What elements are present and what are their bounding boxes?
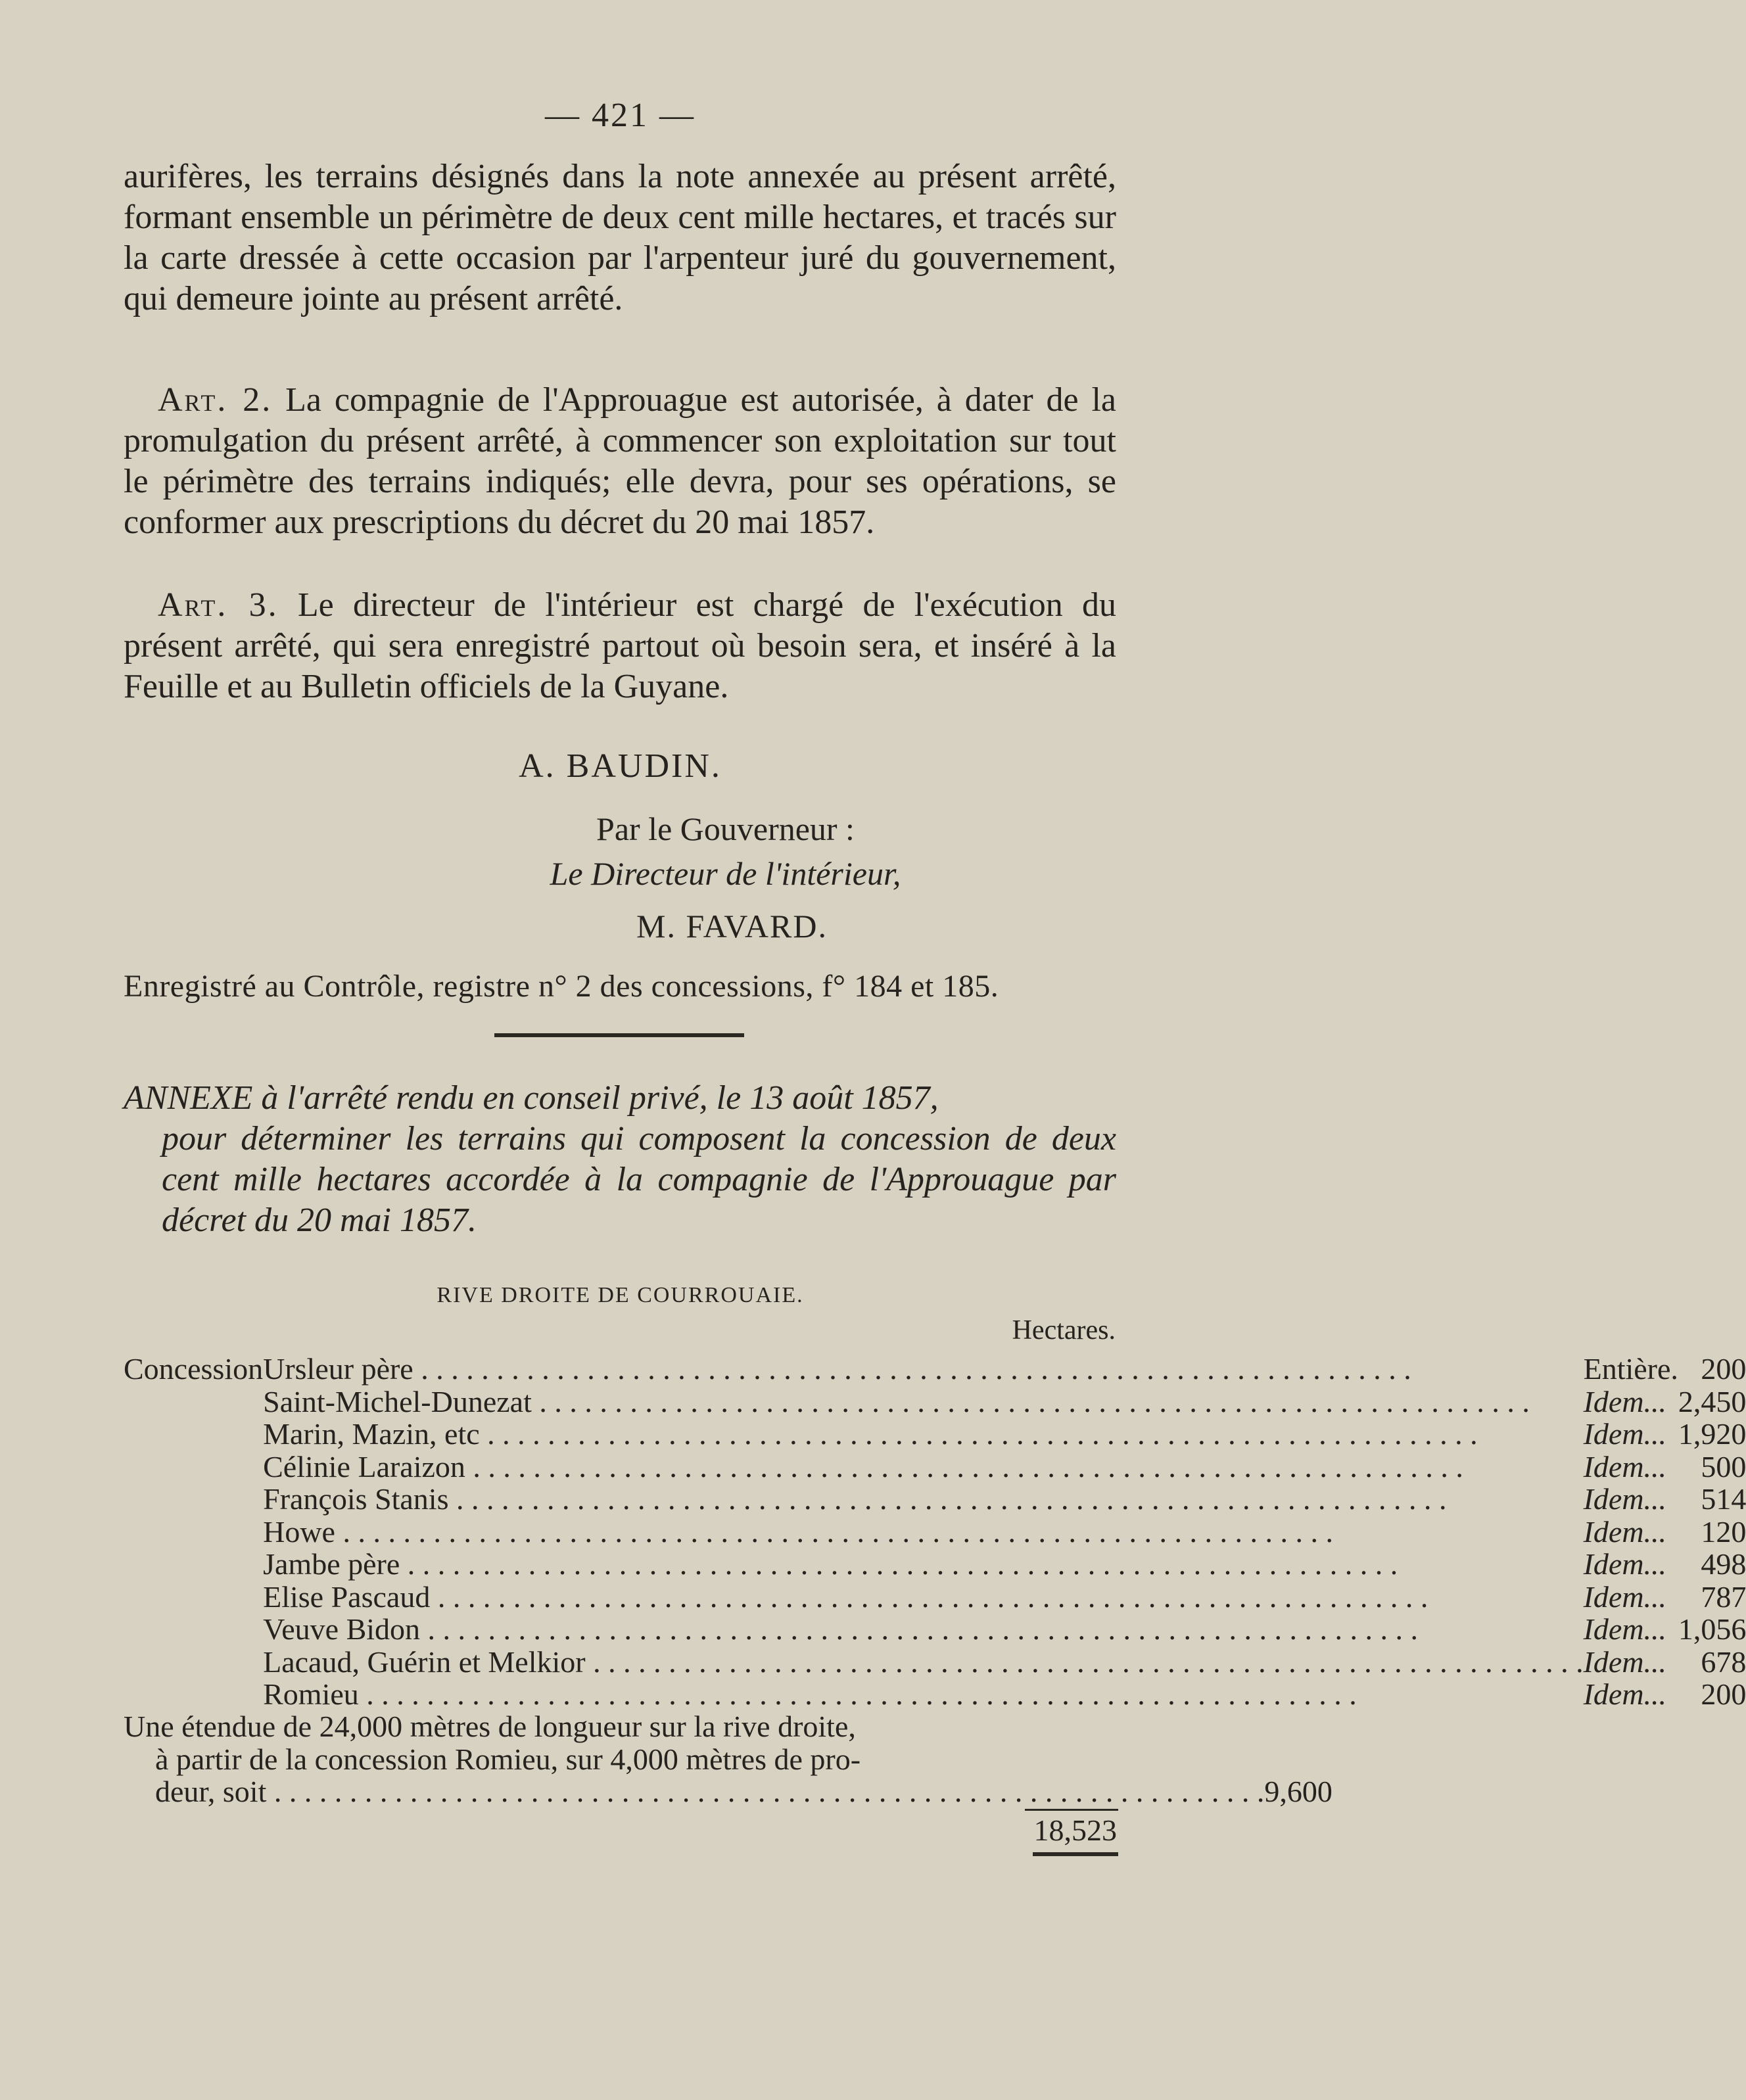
concession-name: Veuve Bidon . . . [263, 1612, 1418, 1646]
concession-status: Idem... [1583, 1612, 1667, 1646]
concession-name-cell [263, 1451, 1583, 1483]
concession-lead [124, 1483, 263, 1516]
concession-name: Célinie Laraizon . . . [263, 1450, 1463, 1483]
concession-hectares: 498 [1701, 1547, 1746, 1581]
total-underline [1025, 1809, 1118, 1811]
concession-lead [124, 1581, 263, 1614]
final-entry-hectares: 9,600 [1264, 1775, 1333, 1808]
concession-lead [124, 1548, 263, 1581]
separator-rule [494, 1033, 744, 1037]
concession-lead [124, 1451, 263, 1483]
final-entry-line-2: à partir de la concession Romieu, sur 4,000 mètres de pro- [155, 1742, 861, 1776]
concession-name: Howe . . . [263, 1515, 1333, 1549]
concession-hectares: 200 [1701, 1352, 1746, 1386]
concession-name-cell [263, 1483, 1583, 1516]
concession-name: Elise Pascaud . . . [263, 1580, 1428, 1614]
concession-hectares: 678 [1701, 1645, 1746, 1679]
concession-row [124, 1678, 1746, 1711]
concession-status: Idem... [1583, 1417, 1667, 1451]
concession-row [124, 1386, 1746, 1418]
concessions-table [124, 1353, 1746, 1711]
annex-line-1: ANNEXE à l'arrêté rendu en conseil privé, le 13 août 1857, [124, 1079, 939, 1117]
concession-lead [124, 1386, 263, 1418]
concession-hectares: 514 [1701, 1482, 1746, 1516]
concession-name-cell [263, 1548, 1583, 1581]
concession-row [124, 1451, 1746, 1483]
final-entry-line-3 [124, 1775, 1333, 1808]
section-title: RIVE DROITE DE COURROUAIE. [436, 1283, 804, 1307]
concession-status: Idem... [1583, 1514, 1667, 1549]
signature-role: Le Directeur de l'intérieur, [550, 855, 901, 892]
annex-heading [124, 1078, 1116, 1241]
registration-note: Enregistré au Contrôle, registre n° 2 des concessions, f° 184 et 185. [124, 969, 999, 1004]
concession-name: François Stanis . . . [263, 1482, 1446, 1516]
final-entry-line-1: Une étendue de 24,000 mètres de longueur sur la rive droite, [124, 1710, 856, 1743]
concession-status: Idem... [1583, 1677, 1667, 1711]
article-2-text: La compagnie de l'Approuague est autorisée, à dater de la promulgation du présent arrêté, à commencer son exploitation sur tout le périmètre des terrains indiqués; elle devra, pour ses opérations, se conformer aux prescriptions du décret du 20 mai 1857. [124, 381, 1116, 541]
concession-row [124, 1418, 1746, 1451]
concession-name-cell [263, 1678, 1583, 1711]
concession-lead [124, 1678, 263, 1711]
concession-lead [124, 1646, 263, 1679]
concession-name: Ursleur père . . . [263, 1352, 1411, 1386]
signature-director: M. FAVARD. [636, 908, 828, 945]
concession-row [124, 1581, 1746, 1614]
page-number: — 421 — [545, 97, 696, 134]
concession-status: Idem... [1583, 1482, 1667, 1516]
concession-lead [124, 1613, 263, 1646]
concession-status: Idem... [1583, 1384, 1667, 1418]
concession-row [124, 1483, 1746, 1516]
concession-status: Idem... [1583, 1645, 1667, 1679]
concession-row [124, 1353, 1746, 1386]
concession-name-cell [263, 1353, 1583, 1386]
concession-hectares: 200 [1701, 1677, 1746, 1711]
concession-lead [124, 1516, 263, 1549]
concession-name-cell [263, 1386, 1583, 1418]
concession-status: Idem... [1583, 1547, 1667, 1581]
final-entry [124, 1710, 1333, 1808]
concession-name-cell [263, 1581, 1583, 1614]
concession-hectares: 2,450 [1678, 1384, 1746, 1418]
concession-row [124, 1613, 1746, 1646]
concession-row [124, 1646, 1746, 1679]
final-entry-text: deur, soit [155, 1775, 267, 1808]
concession-status: Idem... [1583, 1579, 1667, 1614]
hectares-column-header: Hectares. [1012, 1315, 1116, 1345]
concession-row [124, 1516, 1746, 1549]
concession-name: Jambe père . . . [263, 1547, 1398, 1581]
annex-continuation: pour déterminer les terrains qui composent la concession de deux cent mille hectares accordée à la compagnie de l'Approuague par décret du 20 mai 1857. [162, 1120, 1116, 1239]
signature-par-le: Par le Gouverneur : [596, 810, 855, 847]
article-3 [124, 585, 1116, 707]
concession-hectares: 120 [1701, 1514, 1746, 1549]
total-hectares: 18,523 [1033, 1813, 1117, 1847]
concession-row [124, 1548, 1746, 1581]
concession-hectares: 787 [1701, 1579, 1746, 1614]
concession-name-cell [263, 1646, 1583, 1679]
article-3-text: Le directeur de l'intérieur est chargé de l'exécution du présent arrêté, qui sera enregistré partout où besoin sera, et inséré à la Feuille et au Bulletin officiels de la Guyane. [124, 586, 1117, 705]
final-entry-label [155, 1775, 1264, 1808]
signature-name: A. BAUDIN. [519, 747, 722, 785]
concession-lead: Concession [124, 1352, 264, 1386]
concession-name: Lacaud, Guérin et Melkior . . . [263, 1645, 1583, 1679]
paragraph-intro: aurifères, les terrains désignés dans la note annexée au présent arrêté, formant ensemble un périmètre de deux cent mille hectares, et tracés sur la carte dressée à cette occasion par l'arpenteur juré du gouvernement, qui demeure jointe au présent arrêté. [124, 158, 1116, 317]
concession-name-cell [263, 1418, 1583, 1451]
concession-name: Marin, Mazin, etc . . . [263, 1417, 1478, 1451]
concession-name-cell [263, 1613, 1583, 1646]
concession-lead [124, 1418, 263, 1451]
concession-name-cell [263, 1516, 1583, 1549]
article-2-label: Art. 2. [158, 381, 273, 419]
article-2 [124, 380, 1116, 543]
concession-hectares: 1,056 [1678, 1612, 1746, 1646]
concession-status: Entière. [1583, 1352, 1678, 1386]
total-double-rule [1033, 1852, 1118, 1856]
concession-status: Idem... [1583, 1449, 1667, 1483]
concession-name: Romieu . . . [263, 1677, 1357, 1711]
article-3-label: Art. 3. [158, 586, 279, 624]
concession-hectares: 1,920 [1678, 1417, 1746, 1451]
concession-hectares: 500 [1701, 1449, 1746, 1483]
concession-name: Saint-Michel-Dunezat . . . [263, 1385, 1530, 1418]
